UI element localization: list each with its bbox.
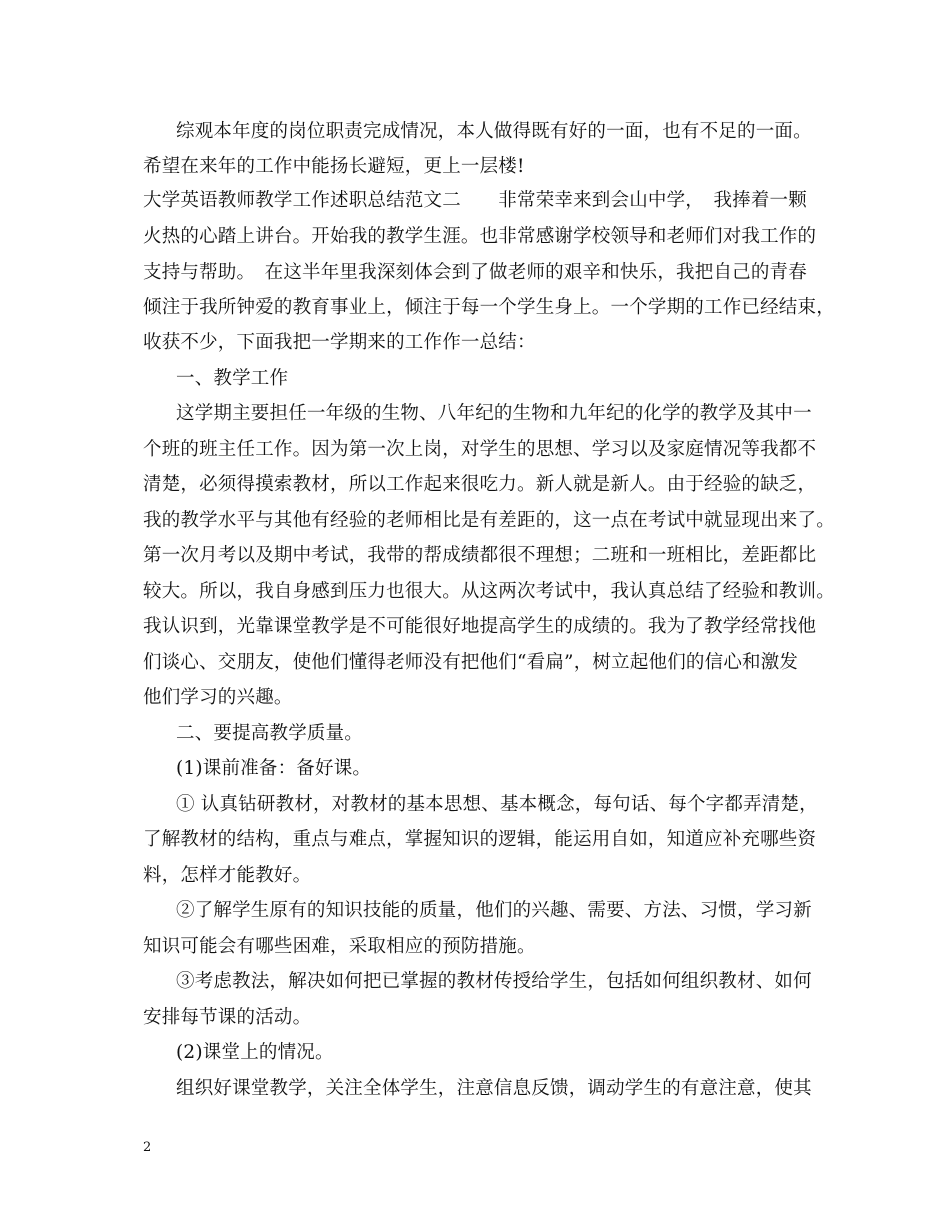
text-line: 我认识到，光靠课堂教学是不可能很好地提高学生的成绩的。我为了教学经常找他 bbox=[143, 616, 817, 637]
subsection-heading: (2)课堂上的情况。 bbox=[176, 1042, 334, 1063]
text-line: 第一次月考以及期中考试，我带的帮成绩都很不理想；二班和一班相比，差距都比 bbox=[143, 545, 817, 566]
text-line: 安排每节课的活动。 bbox=[143, 1007, 312, 1028]
text-line: 组织好课堂教学，关注全体学生，注意信息反馈，调动学生的有意注意，使其 bbox=[176, 1078, 812, 1099]
text-line: 他们学习的兴趣。 bbox=[143, 687, 293, 708]
text-line: 我的教学水平与其他有经验的老师相比是有差距的，这一点在考试中就显现出来了。 bbox=[143, 510, 835, 531]
text-line: ③考虑教法，解决如何把已掌握的教材传授给学生，包括如何组织教材、如何 bbox=[176, 971, 812, 992]
text-line: 综观本年度的岗位职责完成情况，本人做得既有好的一面，也有不足的一面。 bbox=[176, 121, 812, 142]
subsection-heading: (1)课前准备：备好课。 bbox=[176, 758, 372, 779]
text-line: 大学英语教师教学工作述职总结范文二 非常荣幸来到会山中学， 我捧着一颗 bbox=[143, 190, 807, 211]
text-line: 希望在来年的工作中能扬长避短，更上一层楼! bbox=[143, 156, 525, 177]
page-number: 2 bbox=[143, 1140, 152, 1155]
text-line: 倾注于我所钟爱的教育事业上，倾注于每一个学生身上。一个学期的工作已经结束， bbox=[143, 297, 835, 318]
text-line: 较大。所以，我自身感到压力也很大。从这两次考试中，我认真总结了经验和教训。 bbox=[143, 581, 835, 602]
text-line: 了解教材的结构，重点与难点，掌握知识的逻辑，能运用自如，知道应补充哪些资 bbox=[143, 829, 817, 850]
text-line: 知识可能会有哪些困难，采取相应的预防措施。 bbox=[143, 936, 536, 957]
section-heading: 二、要提高教学质量。 bbox=[176, 723, 364, 744]
text-line: 支持与帮助。 在这半年里我深刻体会到了做老师的艰辛和快乐，我把自己的青春 bbox=[143, 262, 807, 283]
text-line: 火热的心踏上讲台。开始我的教学生涯。也非常感谢学校领导和老师们对我工作的 bbox=[143, 226, 817, 247]
text-line: 料，怎样才能教好。 bbox=[143, 865, 312, 886]
text-line: 们谈心、交朋友，使他们懂得老师没有把他们“看扁”，树立起他们的信心和激发 bbox=[143, 652, 799, 673]
text-line: 清楚，必须得摸索教材，所以工作起来很吃力。新人就是新人。由于经验的缺乏， bbox=[143, 474, 817, 495]
text-line: ① 认真钻研教材，对教材的基本思想、基本概念，每句话、每个字都弄清楚， bbox=[176, 794, 818, 815]
section-heading: 一、教学工作 bbox=[176, 368, 289, 389]
text-line: 个班的班主任工作。因为第一次上岗，对学生的思想、学习以及家庭情况等我都不 bbox=[143, 439, 817, 460]
text-line: ②了解学生原有的知识技能的质量，他们的兴趣、需要、方法、习惯，学习新 bbox=[176, 900, 812, 921]
text-line: 这学期主要担任一年级的生物、八年纪的生物和九年纪的化学的教学及其中一 bbox=[176, 403, 812, 424]
text-line: 收获不少，下面我把一学期来的工作作一总结： bbox=[143, 332, 536, 353]
